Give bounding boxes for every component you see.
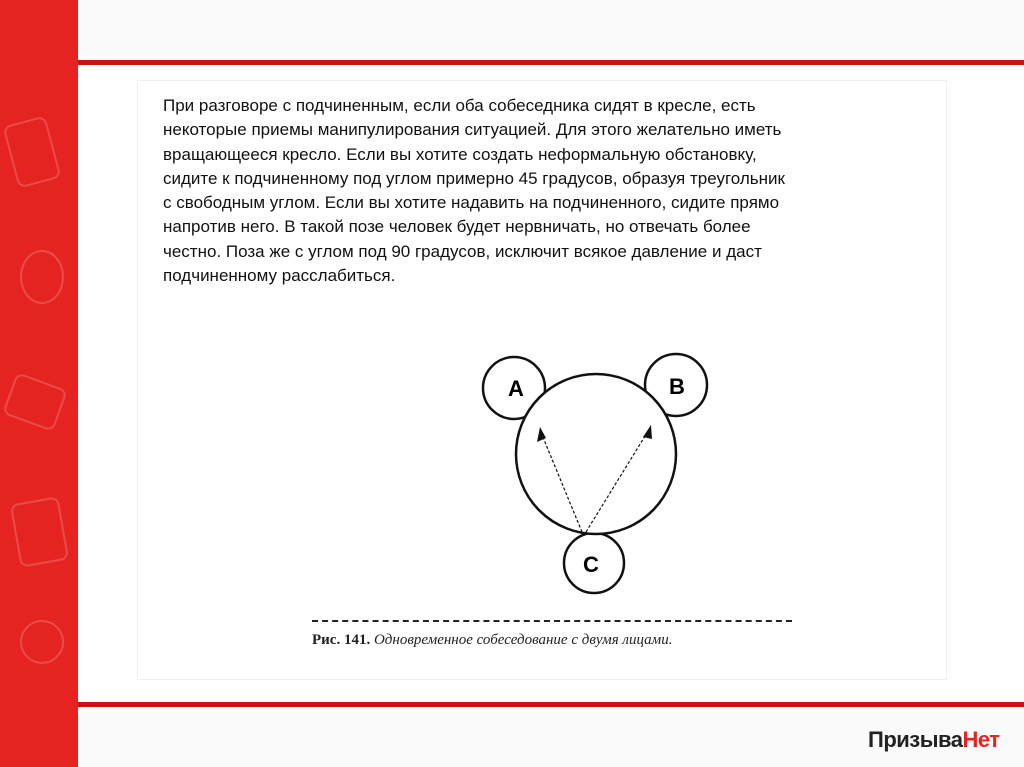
label-b: B <box>669 374 685 399</box>
seating-diagram <box>470 350 720 605</box>
top-divider <box>78 60 1024 65</box>
label-c: C <box>583 552 599 577</box>
table-circle <box>516 374 676 534</box>
top-band <box>78 0 1024 60</box>
brand-logo <box>868 727 1000 753</box>
pattern-icon <box>2 372 68 432</box>
pattern-icon <box>20 250 64 304</box>
logo-part2: Нет <box>962 727 1000 752</box>
pattern-icon <box>10 496 69 568</box>
body-text: При разговоре с подчиненным, если оба собеседника сидят в кресле, есть некоторые приемы манипулирования ситуацией. Для этого желательно иметь вращающееся кресло. Если вы хотите создать неформальную обстановку, сидите к подчиненному под углом примерно 45 градусов, образуя треугольник с свободным углом. Если вы хотите надавить на подчиненного, сидите прямо напротив него. В такой позе человек будет нервничать, но отвечать более честно. Поза же с углом под 90 градусов, исключит всякое давление и даст подчиненному расслабиться. <box>163 96 785 286</box>
figure-caption <box>312 632 672 649</box>
logo-part1: Призыва <box>868 727 963 752</box>
pattern-icon <box>2 115 61 188</box>
pattern-icon <box>20 620 64 664</box>
caption-rule <box>312 620 792 622</box>
caption-number: Рис. 141. <box>312 632 371 648</box>
decorative-sidebar <box>0 0 78 767</box>
label-a: A <box>508 376 524 401</box>
caption-text: Одновременное собеседование с двумя лицами. <box>373 632 673 648</box>
